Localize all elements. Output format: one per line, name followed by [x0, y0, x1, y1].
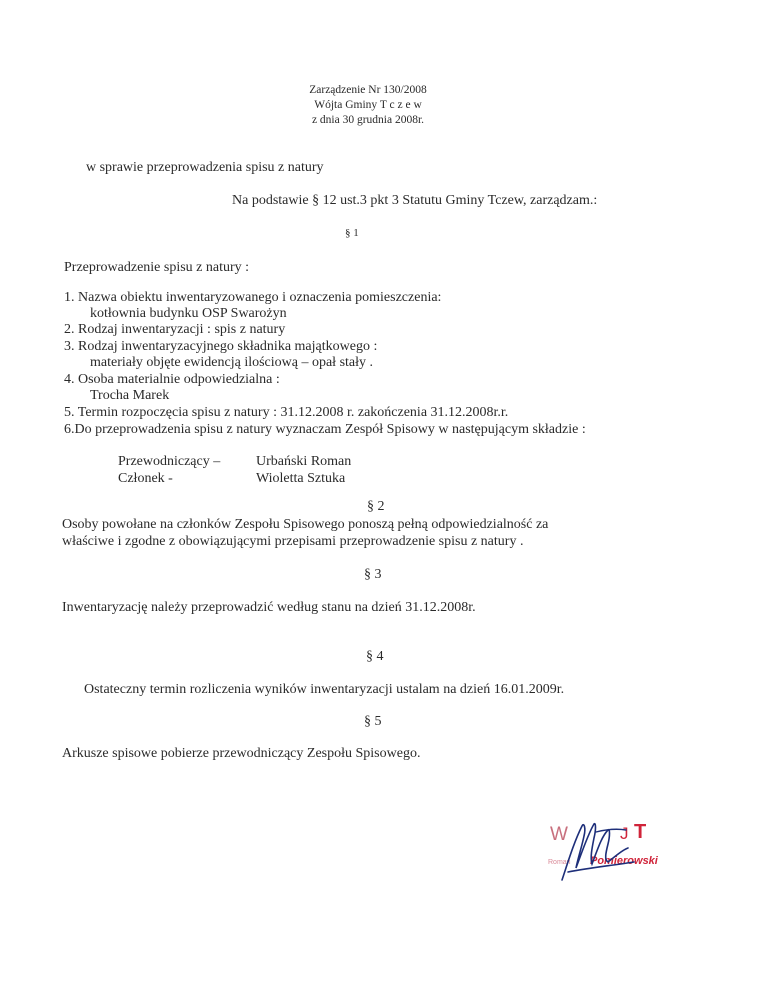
section-5-text: Arkusze spisowe pobierze przewodniczący Zespołu Spisowego.: [62, 746, 421, 761]
stamp-graphic: [538, 812, 688, 892]
section-4-text: Ostateczny termin rozliczenia wyników inwentaryzacji ustalam na dzień 16.01.2009r.: [84, 682, 565, 697]
committee-member-name: Wioletta Sztuka: [256, 471, 346, 486]
list-item: 3. Rodzaj inwentaryzacyjnego składnika majątkowego :: [64, 339, 378, 354]
stamp-title-t: T: [634, 821, 647, 843]
section-2-text-line: Osoby powołane na członków Zespołu Spisowego ponoszą pełną odpowiedzialność za: [62, 517, 549, 532]
stamp-title-j: J: [620, 824, 629, 843]
stamp-name: Pomierowski: [590, 855, 658, 867]
official-stamp-signature: [538, 812, 688, 892]
list-item: 5. Termin rozpoczęcia spisu z natury : 31.12.2008 r. zakończenia 31.12.2008r.r.: [64, 405, 509, 420]
list-item: 4. Osoba materialnie odpowiedzialna :: [64, 372, 280, 387]
stamp-title-w: W: [550, 824, 568, 845]
list-item: materiały objęte ewidencją ilościową – opał stały .: [90, 355, 374, 370]
list-item: Trocha Marek: [90, 388, 170, 403]
list-item: kotłownia budynku OSP Swarożyn: [90, 306, 287, 321]
section-2-heading: § 2: [367, 499, 385, 514]
section-1-heading: § 1: [345, 227, 359, 239]
committee-chair-name: Urbański Roman: [256, 454, 352, 469]
list-item: 2. Rodzaj inwentaryzacji : spis z natury: [64, 322, 286, 337]
section-5-heading: § 5: [364, 714, 382, 729]
section-2-text-line: właściwe i zgodne z obowiązującymi przepisami przeprowadzenie spisu z natury .: [62, 534, 524, 549]
section-3-heading: § 3: [364, 567, 382, 582]
stamp-name-prefix: Roman: [548, 859, 571, 866]
list-item: 6.Do przeprowadzenia spisu z natury wyznaczam Zespół Spisowy w następującym składzie :: [64, 422, 586, 437]
committee-member-role: Członek -: [118, 471, 173, 486]
list-item: 1. Nazwa obiektu inwentaryzowanego i oznaczenia pomieszczenia:: [64, 290, 442, 305]
section-4-heading: § 4: [366, 649, 384, 664]
committee-chair-role: Przewodniczący –: [118, 454, 221, 469]
section-3-text: Inwentaryzację należy przeprowadzić według stanu na dzień 31.12.2008r.: [62, 600, 476, 615]
legal-basis: Na podstawie § 12 ust.3 pkt 3 Statutu Gminy Tczew, zarządzam.:: [232, 193, 598, 208]
decree-number: Zarządzenie Nr 130/2008: [309, 84, 427, 96]
section-1-intro: Przeprowadzenie spisu z natury :: [64, 260, 250, 275]
decree-subject: w sprawie przeprowadzenia spisu z natury: [86, 160, 324, 175]
decree-date: z dnia 30 grudnia 2008r.: [311, 114, 425, 126]
decree-issuer: Wójta Gminy T c z e w: [314, 99, 422, 111]
